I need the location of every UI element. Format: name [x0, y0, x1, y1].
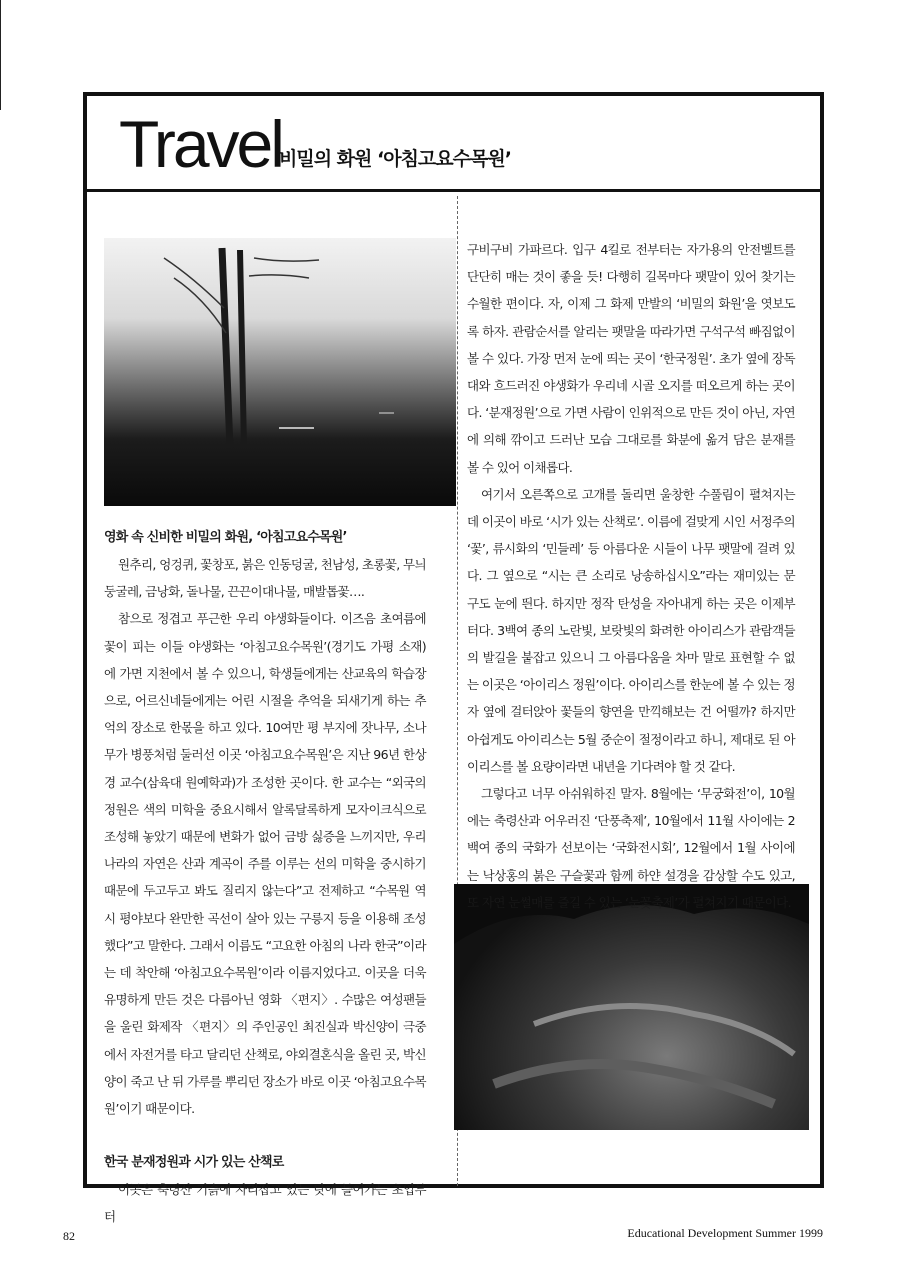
left-paragraph-1: 원추리, 엉겅퀴, 꽃창포, 붉은 인동덩굴, 천남성, 초롱꽃, 무늬둥굴레, 금낭화, 돌나물, 끈끈이대나물, 매발톱꽃…. [104, 557, 426, 600]
tree-trunk-right [240, 250, 244, 448]
garden-photo [454, 884, 809, 1130]
page-edge-line [0, 0, 1, 110]
tree-trunk-left [222, 248, 230, 448]
right-paragraph-2: 여기서 오른쪽으로 고개를 돌리면 울창한 수풀림이 펼쳐지는데 이곳이 바로 ‘시가 있는 산책로’. 이름에 걸맞게 시인 서정주의 ‘꽃’, 류시화의 ‘민들레’ 등 아름다운 시들이 나무 팻말에 걸려 있다. 그 옆으로 “시는 큰 소리로 낭송하십시오”라는 재미있는 문구도 눈에 띈다. 하지만 정작 탄성을 자아내게 하는 곳은 이제부터다. 3백여 종의 노란빛, 보랏빛의 화려한 아이리스가 관람객들의 발길을 붙잡고 있으니 그 아름다움을 차마 말로 표현할 수 없는 이곳은 ‘아이리스 정원’이다. 아이리스를 한눈에 볼 수 있는 정자 옆에 걸터앉아 꽃들의 향연을 만끽해보는 건 어떨까? 하지만 아쉽게도 아이리스는 5월 중순이 절정이라고 하니, 제대로 된 아이리스를 볼 요량이라면 내년을 기다려야 할 것 같다. [467, 486, 795, 774]
tree-photo [104, 238, 456, 506]
left-column [104, 524, 426, 1231]
tree-photo-art [104, 238, 456, 506]
right-column [467, 236, 795, 916]
article-title: 비밀의 화원 ‘아침고요수목원’ [279, 148, 511, 170]
left-paragraph-2: 참으로 정겹고 푸근한 우리 야생화들이다. 이즈음 초여름에 꽃이 피는 이들 야생화는 ‘아침고요수목원’(경기도 가평 소재)에 가면 지천에서 볼 수 있으니, 학생들에게는 산교육의 학습장으로, 어르신네들에게는 어린 시절을 추억을 되새기게 하는 추억의 장소로 한몫을 하고 있다. 10여만 평 부지에 잣나무, 소나무가 병풍처럼 둘러선 이곳 ‘아침고요수목원’은 지난 96년 한상경 교수(삼육대 원예학과)가 조성한 곳이다. 한 교수는 “외국의 정원은 색의 미학을 중요시해서 알록달록하게 모자이크식으로 조성해 놓았기 때문에 변화가 없어 금방 싫증을 느끼지만, 우리나라의 자연은 산과 계곡이 주를 이루는 선의 미학을 중시하기 때문에 두고두고 봐도 질리지 않는다”고 전제하고 “수목원 역시 평야보다 완만한 곡선이 살아 있는 구릉지 등을 이용해 조성했다”고 말한다. 그래서 이름도 “고요한 아침의 나라 한국”이라는 데 착안해 ‘아침고요수목원’이라 이름지었다고. 이곳을 더욱 유명하게 만든 것은 다름아닌 영화 〈편지〉. 수많은 여성팬들을 울린 화제작 〈편지〉의 주인공인 최진실과 박신양이 극중에서 자전거를 타고 달리던 산책로, 야외결혼식을 올린 곳, 박신양이 죽고 난 뒤 가루를 뿌리던 장소가 바로 이곳 ‘아침고요수목원’이기 때문이다. [104, 611, 426, 1117]
page-number: 82 [63, 1229, 75, 1243]
section-heading-1: 영화 속 신비한 비밀의 화원, ‘아침고요수목원’ [104, 530, 347, 545]
garden-path [534, 1006, 794, 1054]
right-paragraph-1: 구비구비 가파르다. 입구 4킬로 전부터는 자가용의 안전벨트를 단단히 매는 것이 좋을 듯! 다행히 길목마다 팻말이 있어 찾기는 수월한 편이다. 자, 이제 그 화제 만발의 ‘비밀의 화원’을 엿보도록 하자. 관람순서를 알리는 팻말을 따라가면 구석구석 빠짐없이 볼 수 있다. 가장 먼저 눈에 띄는 곳이 ‘한국정원’. 초가 옆에 장독대와 흐드러진 야생화가 우리네 시골 오지를 떠오르게 하는 곳이다. ‘분재정원’으로 가면 사람이 인위적으로 만든 것이 아닌, 자연에 의해 깎이고 드러난 모습 그대로를 화분에 옮겨 담은 분재를 볼 수 있어 이채롭다. [467, 242, 795, 475]
garden-photo-art [454, 884, 809, 1130]
spacer [104, 1122, 426, 1149]
garden-stream [494, 1064, 774, 1104]
article-frame [83, 92, 824, 1225]
section-heading-2: 한국 분재정원과 시가 있는 산책로 [104, 1155, 284, 1171]
left-paragraph-3: 이곳은 축령산 기슭에 자리잡고 있는 탓에 들어가는 초입부터 [104, 1182, 426, 1225]
magazine-credit: Educational Development Summer 1999 [627, 1226, 823, 1240]
article-header [87, 96, 820, 192]
right-paragraph-3: 그렇다고 너무 아쉬워하진 말자. 8월에는 ‘무궁화전’이, 10월에는 축령산과 어우러진 ‘단풍축제’, 10월에서 11월 사이에는 2백여 종의 국화가 선보이는 ‘국화전시회’, 12월에서 1월 사이에는 낙상홍의 붉은 구슬꽃과 함께 하얀 설경을 감상할 수도 있고, 또 자연 눈썰매를 즐길 수 있는 ‘눈꽃축제’가 펼쳐지기 때문이다. [467, 786, 795, 910]
section-title: Travel [119, 107, 282, 181]
